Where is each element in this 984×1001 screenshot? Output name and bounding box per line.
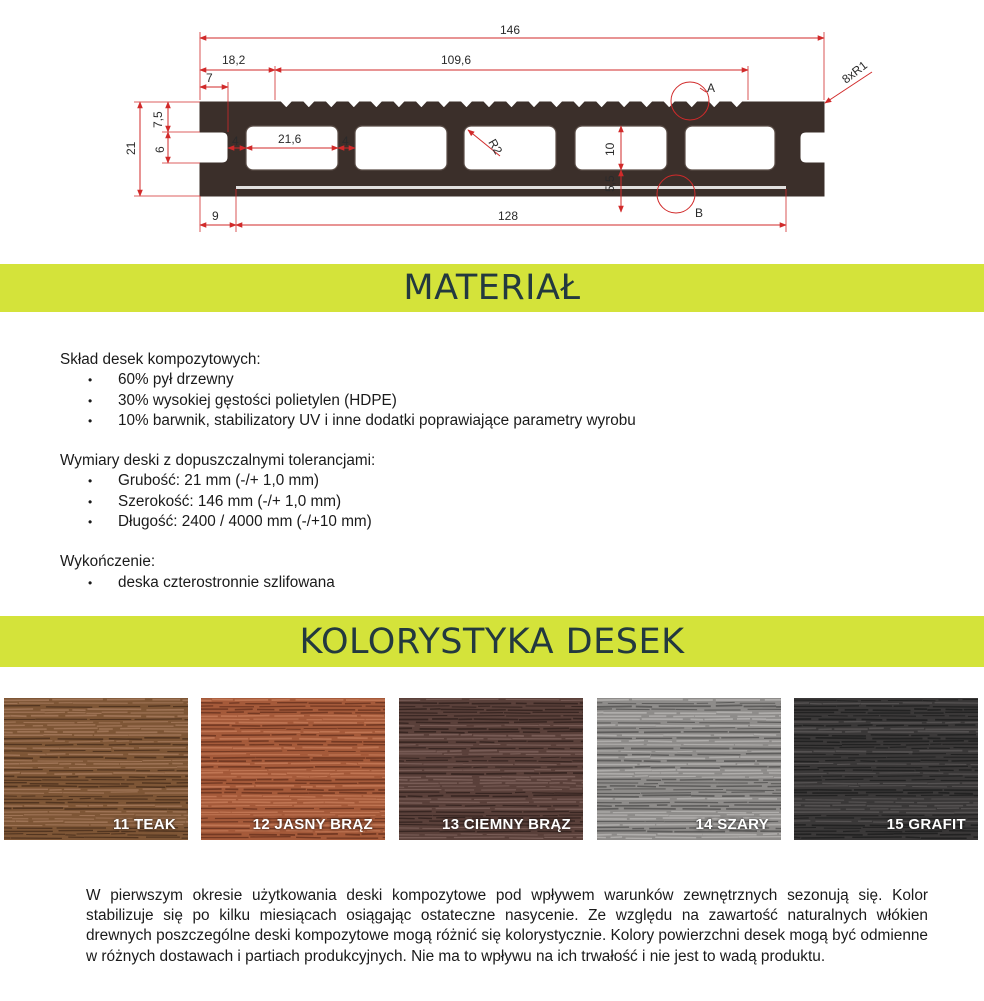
dim-slot-offset: 7,5 (151, 111, 165, 128)
detail-b-label: B (695, 206, 704, 220)
wood-grain (794, 795, 978, 796)
wood-grain (4, 812, 188, 813)
dim-wall-left: 4 (232, 134, 239, 148)
dim-chamber-radius: R2 (485, 136, 506, 157)
note-paragraph: W pierwszym okresie użytkowania deski kompozytowe pod wpływem warunków zewnętrznych sezonują się. Kolor stabilizuje się po kilku miesiącach osiągając ostateczne nasycenie. Ze względu na zawartość naturalnych włókien drewnych poszczególne deski kompozytowe mogą różnić się kolorystycznie. Kolory powierzchni desek mogą być odmienne w różnych dostawach i partiach produkcyjnych. Nie ma to wpływu na ich trwałość i nie jest to wadą produktu. (86, 887, 928, 965)
wood-grain (4, 802, 188, 803)
swatch-szary (597, 698, 781, 840)
list-item: • 30% wysokiej gęstości polietylen (HDPE) (60, 391, 920, 411)
color-note (86, 886, 928, 967)
list-item: • 60% pył drzewny (60, 370, 920, 390)
wood-grain (399, 783, 583, 784)
swatch-label: 13 CIEMNY BRĄZ (442, 816, 571, 833)
wood-grain (794, 738, 978, 739)
dim-bottom-edge: 9 (212, 209, 219, 223)
swatch-jasny-braz (201, 698, 385, 840)
wood-grain (597, 761, 781, 762)
wood-grain (201, 725, 385, 726)
material-heading: MATERIAŁ (403, 268, 581, 308)
dim-bottom-span: 128 (498, 209, 519, 223)
dim-chamber-height: 10 (603, 142, 617, 156)
wood-grain (399, 716, 583, 717)
wood-grain (399, 703, 583, 704)
material-banner (0, 264, 984, 312)
dim-edge-slot: 7 (206, 71, 213, 85)
chamber (355, 126, 447, 170)
swatch-label: 15 GRAFIT (886, 816, 966, 833)
wood-grain (201, 789, 385, 790)
dim-chamber-width: 21,6 (278, 132, 302, 146)
finish-title: Wykończenie: (60, 553, 156, 571)
wood-grain (597, 705, 781, 707)
dimensions-title: Wymiary deski z dopuszczalnymi tolerancjami: (60, 452, 376, 470)
list-item: • 10% barwnik, stabilizatory UV i inne dodatki poprawiające parametry wyrobu (60, 411, 920, 431)
list-item: • Długość: 2400 / 4000 mm (-/+10 mm) (60, 512, 920, 532)
dim-wall-right: 4 (342, 134, 349, 148)
swatch-label: 11 TEAK (113, 816, 176, 833)
dimensions-list (60, 471, 920, 532)
wood-grain (399, 776, 583, 777)
wood-grain (597, 764, 781, 765)
colors-banner (0, 616, 984, 667)
wood-grain (201, 741, 385, 742)
profile-drawing (0, 0, 984, 250)
dim-groove-span: 109,6 (441, 53, 472, 67)
wood-grain (794, 731, 978, 732)
dim-radius-corners: 8xR1 (839, 58, 870, 87)
dim-thickness: 21 (124, 141, 138, 155)
swatch-grafit (794, 698, 978, 840)
swatch-teak (4, 698, 188, 840)
dim-groove-offset: 18,2 (222, 53, 246, 67)
wood-grain (399, 770, 583, 771)
wood-grain (597, 751, 781, 752)
wood-grain (597, 735, 781, 736)
composition-title: Skład desek kompozytowych: (60, 351, 261, 368)
detail-a-label: A (707, 81, 716, 95)
dim-overall-width: 146 (500, 23, 521, 37)
colors-heading: KOLORYSTYKA DESEK (299, 621, 685, 662)
chamber (464, 126, 556, 170)
chamber (685, 126, 775, 170)
wood-grain (399, 738, 583, 739)
list-item: • deska czterostronnie szlifowana (60, 573, 920, 593)
wood-grain (399, 728, 583, 729)
wood-grain (201, 767, 385, 768)
dim-slot-height: 6 (153, 146, 167, 153)
wood-grain (597, 699, 781, 700)
list-item: • Szerokość: 146 mm (-/+ 1,0 mm) (60, 492, 920, 512)
color-swatches (4, 698, 980, 840)
swatch-label: 12 JASNY BRĄZ (252, 816, 373, 833)
wood-grain (399, 719, 583, 720)
wood-grain (794, 790, 978, 791)
wood-grain (4, 719, 188, 720)
wood-grain (597, 779, 781, 780)
wood-grain (597, 732, 781, 733)
composition-list (60, 370, 920, 431)
material-specs (60, 350, 920, 613)
list-item: • Grubość: 21 mm (-/+ 1,0 mm) (60, 471, 920, 491)
swatch-label: 14 SZARY (695, 816, 769, 833)
swatch-ciemny-braz (399, 698, 583, 840)
wood-grain (201, 792, 385, 793)
finish-list (60, 573, 920, 593)
wood-grain (201, 757, 385, 758)
wood-grain (597, 716, 781, 717)
wood-grain (597, 809, 781, 810)
bottom-recess (236, 186, 786, 189)
wood-grain (201, 760, 385, 761)
wood-grain (399, 722, 583, 723)
dim-bottom-wall: 5,5 (603, 175, 617, 192)
wood-grain (201, 719, 385, 720)
